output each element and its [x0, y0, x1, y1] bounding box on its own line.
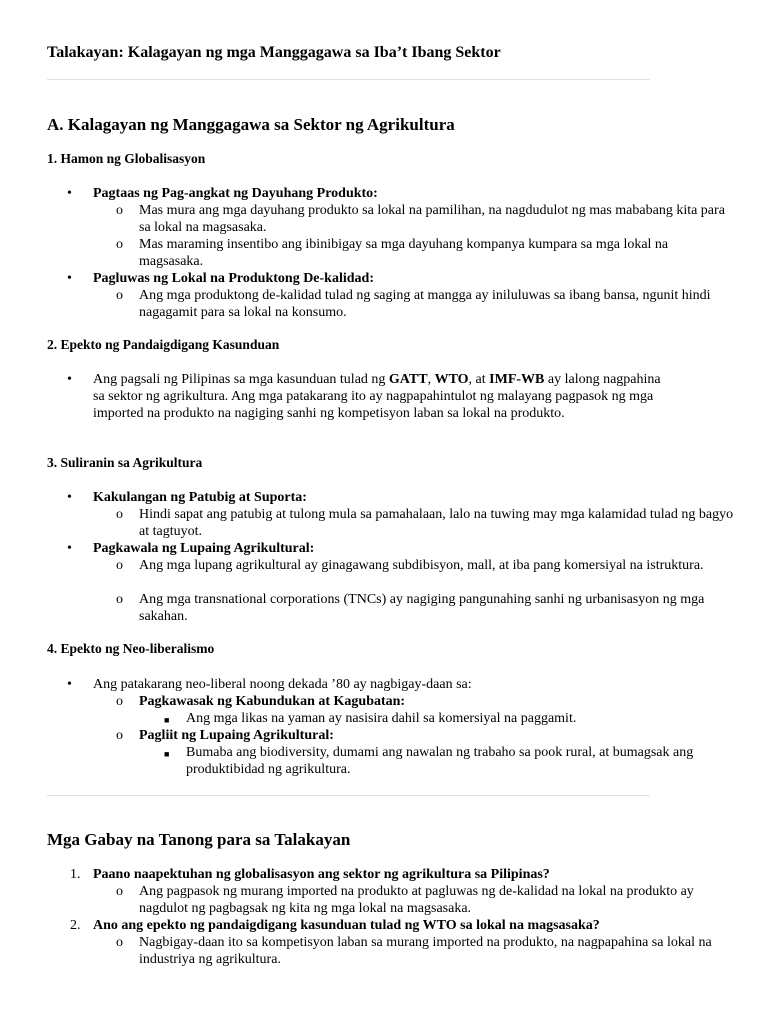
guide-questions-heading: Mga Gabay na Tanong para sa Talakayan: [47, 830, 351, 849]
list-item-text: Mas maraming insentibo ang ibinibigay sa mga dayuhang kompanya kumpara sa mga lokal na magsasaka.: [139, 237, 669, 269]
list-item-label: Pagkawala ng Lupaing Agrikultural:: [93, 541, 315, 556]
circle-bullet: o: [116, 884, 123, 899]
list-item-text: Ang mga likas na yaman ay nasisira dahil sa komersiyal na paggamit.: [186, 711, 577, 726]
list-item-label: Pagtaas ng Pag-angkat ng Dayuhang Produkto:: [93, 186, 378, 201]
disc-bullet: •: [67, 541, 72, 556]
disc-bullet: •: [67, 372, 72, 387]
list-item-label: Pagluwas ng Lokal na Produktong De-kalidad:: [93, 271, 374, 286]
list-item-text: Hindi sapat ang patubig at tulong mula sa pamahalaan, lalo na tuwing may mga kalamidad tulad ng bagyo at tagtuyot.: [139, 507, 734, 539]
list-item-text: Ang patakarang neo-liberal noong dekada ’80 ay nagbigay-daan sa:: [93, 677, 472, 692]
divider: [47, 79, 650, 80]
disc-bullet: •: [67, 490, 72, 505]
list-item-label: Pagliit ng Lupaing Agrikultural:: [139, 728, 334, 743]
list-item-text: Mas mura ang mga dayuhang produkto sa lokal na pamilihan, na nagdudulot ng mas mababang kita para sa lokal na magsasaka.: [139, 203, 725, 235]
document-title: Talakayan: Kalagayan ng mga Manggagawa sa Iba’t Ibang Sektor: [47, 44, 501, 61]
paragraph-text: ay lalong nagpahina sa sektor ng agrikultura. Ang mga patakarang ito ay nagpapahintulot ng malayang pagpasok ng mga imported na produkto na nagiging sanhi ng kompetisyon laban sa lokal na produkto.: [93, 372, 661, 421]
list-item-label: Pagkawasak ng Kabundukan at Kagubatan:: [139, 694, 406, 709]
list-item-label: Kakulangan ng Patubig at Suporta:: [93, 490, 307, 505]
circle-bullet: o: [116, 728, 123, 743]
circle-bullet: o: [116, 288, 123, 303]
list-item-text: Ang mga produktong de-kalidad tulad ng saging at mangga ay iniluluwas sa ibang bansa, ngunit hindi nagagamit para sa lokal na konsumo.: [139, 288, 711, 320]
disc-bullet: •: [67, 677, 72, 692]
square-bullet: ■: [164, 715, 170, 725]
subsection-3-heading: 3. Suliranin sa Agrikultura: [47, 455, 203, 470]
wto-term: WTO: [434, 372, 469, 387]
gatt-term: GATT: [388, 372, 428, 387]
list-item-text: Ang mga transnational corporations (TNCs) ay nagiging pangunahing sanhi ng urbanisasyon ng mga sakahan.: [139, 592, 705, 624]
circle-bullet: o: [116, 237, 123, 252]
question-number: 2.: [70, 918, 81, 933]
circle-bullet: o: [116, 935, 123, 950]
question-text: Ano ang epekto ng pandaigdigang kasunduan tulad ng WTO sa lokal na magsasaka?: [93, 918, 600, 933]
separator-text: , at: [468, 372, 490, 387]
question-number: 1.: [70, 867, 81, 882]
disc-bullet: •: [67, 271, 72, 286]
circle-bullet: o: [116, 558, 123, 573]
subsection-1-heading: 1. Hamon ng Globalisasyon: [47, 151, 206, 166]
subsection-4-heading: 4. Epekto ng Neo-liberalismo: [47, 641, 215, 656]
square-bullet: ■: [164, 749, 170, 759]
divider: [47, 795, 650, 796]
paragraph-text: Ang pagsali ng Pilipinas sa mga kasunduan tulad ng: [93, 372, 389, 387]
answer-text: Ang pagpasok ng murang imported na produkto at pagluwas ng de-kalidad na lokal na produkto ay nagdulot ng pagbagsak ng kita ng mga lokal na magsasaka.: [139, 884, 694, 916]
circle-bullet: o: [116, 694, 123, 709]
answer-text: Nagbigay-daan ito sa kompetisyon laban sa murang imported na produkto, na nagpapahina sa lokal na industriya ng agrikultura.: [139, 935, 712, 967]
disc-bullet: •: [67, 186, 72, 201]
question-text: Paano naapektuhan ng globalisasyon ang sektor ng agrikultura sa Pilipinas?: [93, 867, 550, 882]
circle-bullet: o: [116, 592, 123, 607]
list-item-text: Bumaba ang biodiversity, dumami ang nawalan ng trabaho sa pook rural, at bumagsak ang produktibidad ng agrikultura.: [186, 745, 694, 777]
list-item-text: Ang mga lupang agrikultural ay ginagawang subdibisyon, mall, at iba pang komersiyal na istruktura.: [139, 558, 704, 573]
imf-wb-term: IMF-WB: [489, 372, 545, 387]
separator-text: ,: [427, 372, 435, 387]
agreement-paragraph: [93, 371, 673, 422]
circle-bullet: o: [116, 507, 123, 522]
circle-bullet: o: [116, 203, 123, 218]
subsection-2-heading: 2. Epekto ng Pandaigdigang Kasunduan: [47, 337, 280, 352]
section-a-heading: A. Kalagayan ng Manggagawa sa Sektor ng Agrikultura: [47, 115, 455, 134]
